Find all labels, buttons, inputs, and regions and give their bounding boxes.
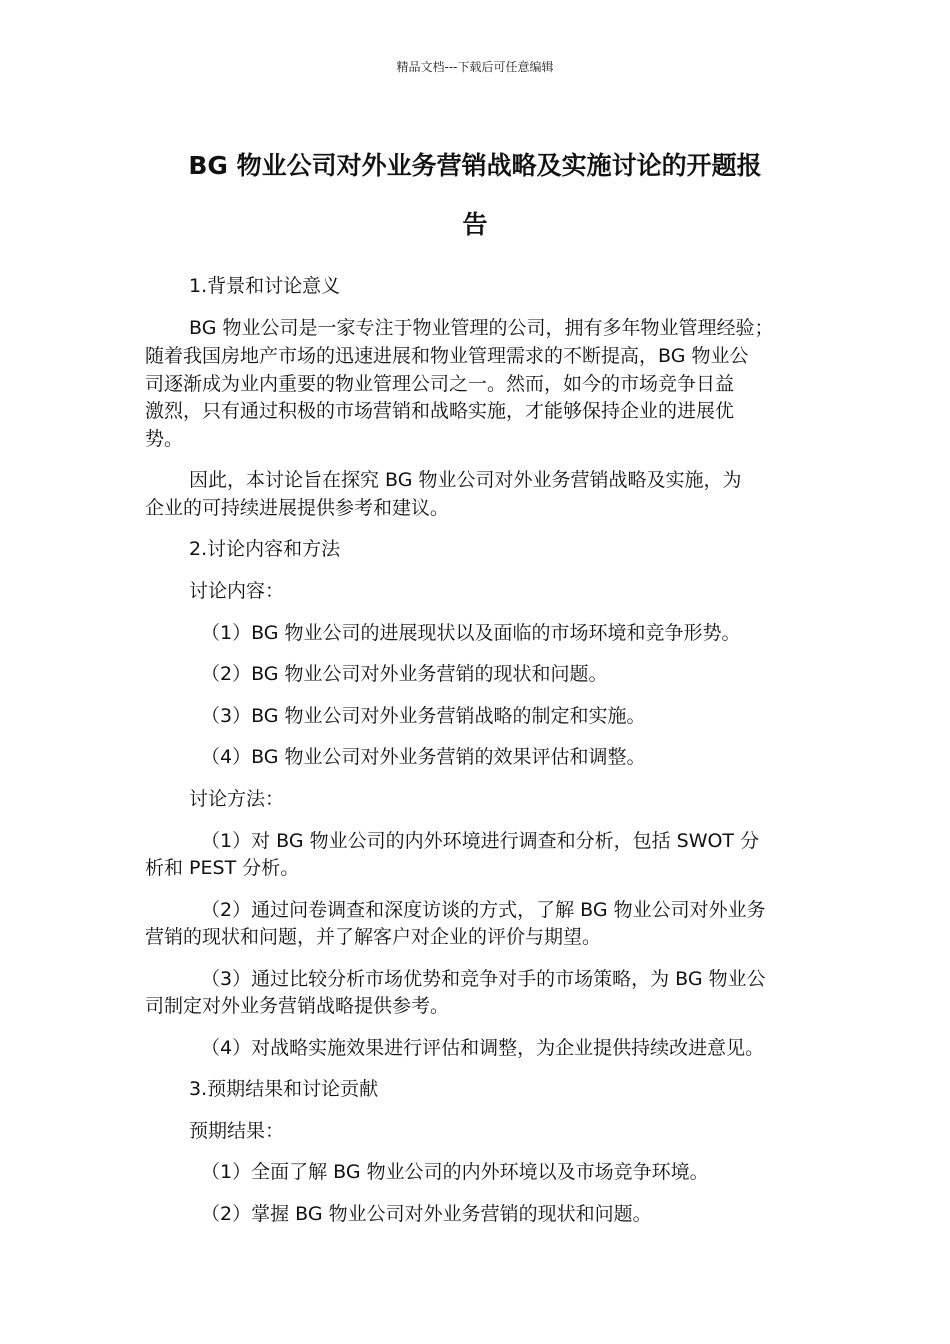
paragraph-1-line: BG 物业公司是一家专注于物业管理的公司，拥有多年物业管理经验； [189,317,774,339]
title-line-1: BG 物业公司对外业务营销战略及实施讨论的开题报 [188,151,762,180]
page-header: 精品文档---下载后可任意编辑 [396,60,554,74]
method-item-line: （1）对 BG 物业公司的内外环境进行调查和分析，包括 SWOT 分 [201,830,760,852]
method-item-line: 司制定对外业务营销战略提供参考。 [145,995,450,1017]
section-2-heading: 2.讨论内容和方法 [189,538,341,560]
paragraph-2-line: 因此，本讨论旨在探究 BG 物业公司对外业务营销战略及实施，为 [189,469,742,491]
document-title [145,136,805,254]
method-item-line: 析和 PEST 分析。 [145,857,300,879]
section-3-heading: 3.预期结果和讨论贡献 [189,1078,379,1100]
content-item: （3）BG 物业公司对外业务营销战略的制定和实施。 [201,705,646,727]
method-item-line: 营销的现状和问题，并了解客户对企业的评价与期望。 [145,926,602,948]
content-item: （2）BG 物业公司对外业务营销的现状和问题。 [201,663,608,685]
content-label: 讨论内容： [189,580,285,602]
paragraph-1-line: 势。 [145,428,184,450]
paragraph-1-line: 司逐渐成为业内重要的物业管理公司之一。然而，如今的市场竞争日益 [145,373,735,395]
section-1-heading: 1.背景和讨论意义 [189,275,341,297]
method-item-line: （3）通过比较分析市场优势和竞争对手的市场策略，为 BG 物业公 [201,968,766,990]
method-item-line: （4）对战略实施效果进行评估和调整，为企业提供持续改进意见。 [201,1037,765,1059]
title-line-2: 告 [462,210,488,239]
result-item: （2）掌握 BG 物业公司对外业务营销的现状和问题。 [201,1203,652,1225]
paragraph-2-line: 企业的可持续进展提供参考和建议。 [145,497,450,519]
result-label: 预期结果： [189,1120,285,1142]
method-item-line: （2）通过问卷调查和深度访谈的方式，了解 BG 物业公司对外业务 [201,899,766,921]
paragraph-1-line: 随着我国房地产市场的迅速进展和物业管理需求的不断提高，BG 物业公 [145,345,749,367]
paragraph-1-line: 激烈，只有通过积极的市场营销和战略实施，才能够保持企业的进展优 [145,400,735,422]
content-item: （1）BG 物业公司的进展现状以及面临的市场环境和竞争形势。 [201,622,741,644]
result-item: （1）全面了解 BG 物业公司的内外环境以及市场竞争环境。 [201,1161,709,1183]
content-item: （4）BG 物业公司对外业务营销的效果评估和调整。 [201,746,646,768]
method-label: 讨论方法： [189,788,285,810]
